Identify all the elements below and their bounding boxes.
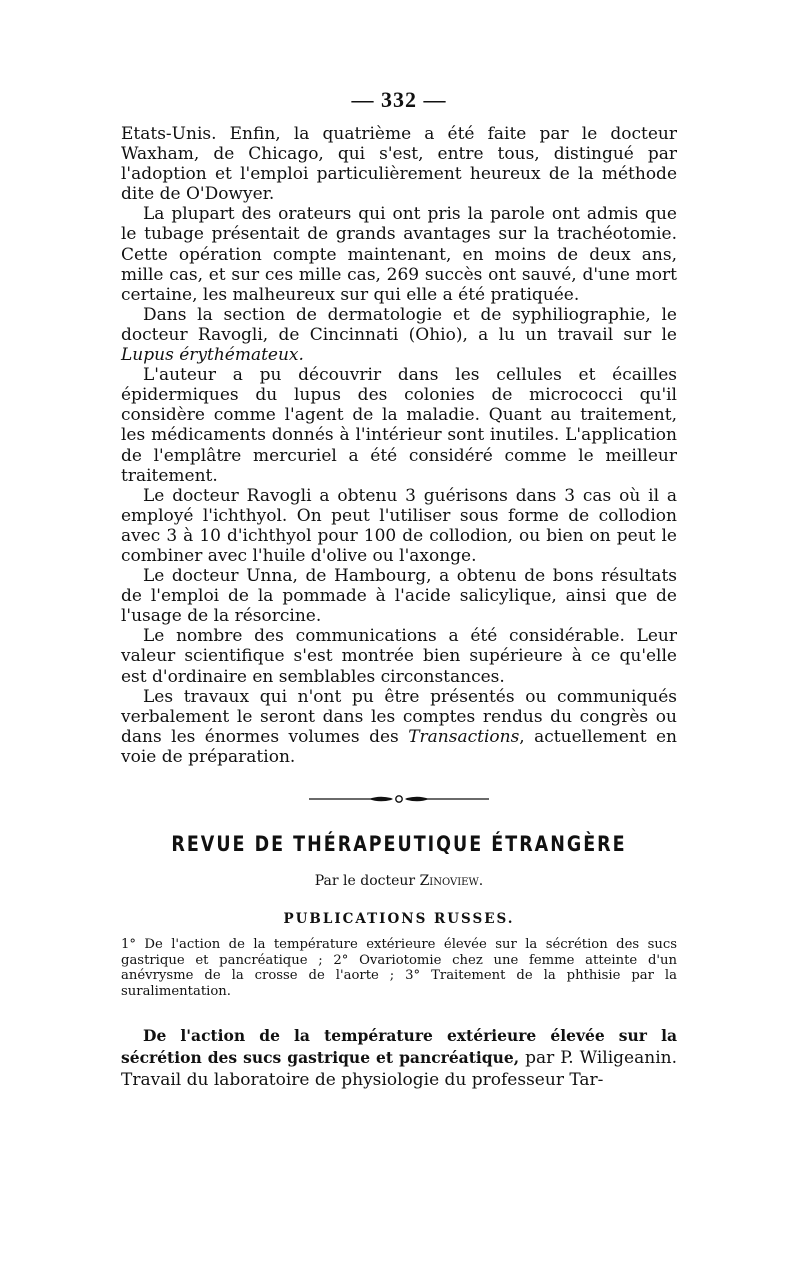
text-run: La plupart des orateurs qui ont pris la parole ont admis que le tubage présentait de grands avantages sur la trachéotomie. Cette opération compte maintenant, en moins de deux ans, mille cas, et sur ces mille cas, 269 succès ont sauvé, d'une mort certaine, les malheureux sur qui elle a été pratiquée. <box>121 204 677 305</box>
article-title-rest: par P. Wiligeanin. Travail du laboratoire de physiologie du professeur Tar- <box>121 1048 677 1090</box>
italic-text: Transactions <box>408 726 520 747</box>
text-run: Le nombre des communications a été considérable. Leur valeur scientifique s'est montrée bien supérieure à ce qu'elle est d'ordinaire en semblables circonstances. <box>121 626 677 687</box>
paragraph <box>121 687 677 767</box>
book-page <box>121 84 677 1091</box>
ornament-icon <box>309 791 489 807</box>
subsection-heading: PUBLICATIONS RUSSES. <box>283 911 515 927</box>
text-run: Etats-Unis. Enfin, la quatrième a été faite par le docteur Waxham, de Chicago, qui s'est, entre tous, distingué par l'adoption et l'emploi particulièrement heureux de la méthode dite de O'Dowyer. <box>121 124 677 205</box>
paragraph <box>121 626 677 686</box>
paragraph <box>121 204 677 304</box>
paragraph <box>121 566 677 626</box>
contents-summary: 1° De l'action de la température extérieure élevée sur la sécrétion des sucs gastrique et pancréatique ; 2° Ovariotomie chez une femme atteinte d'un anévrysme de la crosse de l'aorte ; 3° Traitement de la phthisie par la suralimentation. <box>121 937 677 999</box>
text-run: Les travaux qui n'ont pu être présentés ou communiqués verbalement le seront dans les comptes rendus du congrès ou dans les énormes volumes des <box>121 686 677 747</box>
byline <box>121 873 677 889</box>
byline-author: Zinoview. <box>419 873 484 889</box>
text-run: , actuellement en voie de préparation. <box>121 726 677 767</box>
body-text <box>121 124 677 767</box>
article-title: De l'action de la température extérieure élevée sur la sécrétion des sucs gastrique et pancréatique, <box>121 1026 677 1067</box>
text-run: L'auteur a pu découvrir dans les cellules et écailles épidermiques du lupus des colonies de micrococci qu'il considère comme l'agent de la maladie. Quant au traitement, les médicaments donnés à l'intérieur sont inutiles. L'application de l'emplâtre mercuriel a été considéré comme le meilleur traitement. <box>121 365 677 486</box>
section-title: REVUE DE THÉRAPEUTIQUE ÉTRANGÈRE <box>171 832 627 858</box>
article-lead <box>121 1025 677 1091</box>
section-divider-ornament <box>309 791 489 807</box>
text-run: Le docteur Ravogli a obtenu 3 guérisons dans 3 cas où il a employé l'ichthyol. On peut l'utiliser sous forme de collodion avec 3 à 10 d'ichthyol pour 100 de collodion, ou bien on peut le combiner avec l'huile d'olive ou l'axonge. <box>121 485 677 566</box>
page-number: — 332 — <box>351 87 447 112</box>
paragraph <box>121 365 677 486</box>
italic-text: Lupus érythémateux. <box>121 345 304 366</box>
text-run: Le docteur Unna, de Hambourg, a obtenu de bons résultats de l'emploi de la pommade à l'acide salicylique, ainsi que de l'usage de la résorcine. <box>121 566 677 627</box>
text-run: Dans la section de dermatologie et de syphiliographie, le docteur Ravogli, de Cincinnati (Ohio), a lu un travail sur le <box>121 304 677 345</box>
byline-prefix: Par le docteur <box>314 873 420 889</box>
paragraph <box>121 124 677 204</box>
paragraph <box>121 305 677 365</box>
paragraph <box>121 486 677 566</box>
